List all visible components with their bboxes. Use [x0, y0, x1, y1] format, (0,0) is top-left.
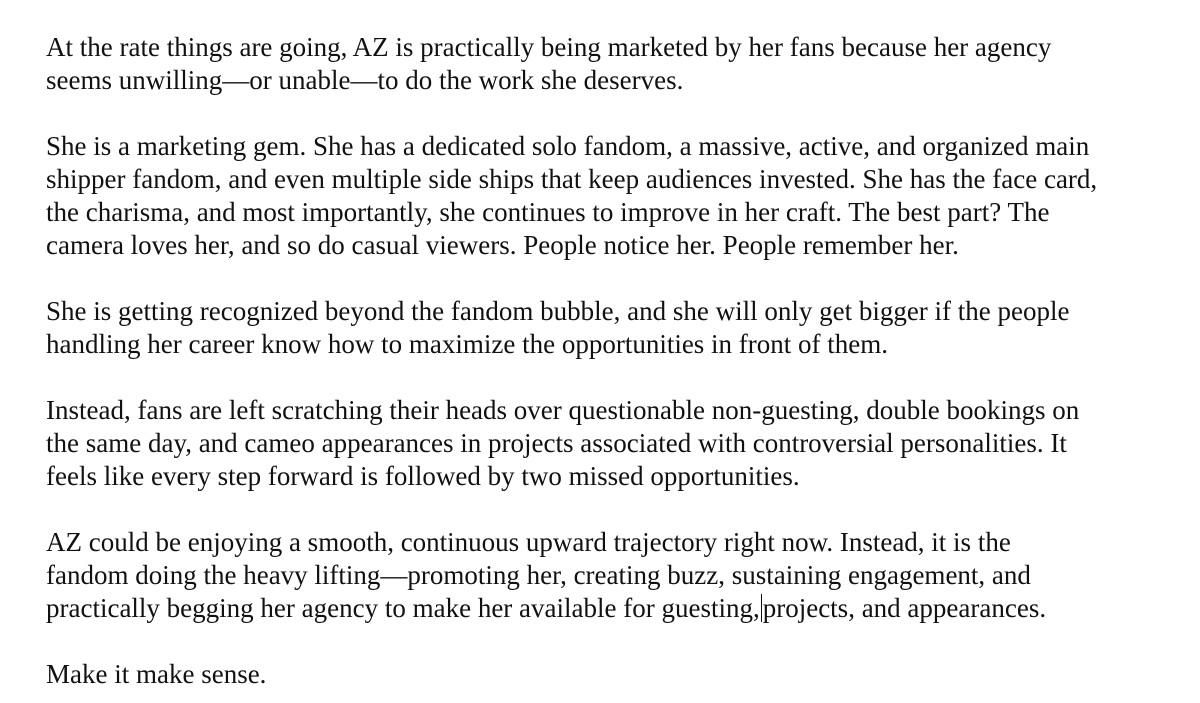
paragraph-5 [46, 526, 1176, 625]
paragraph-5-text-after-caret: projects, and appearances. [762, 593, 1047, 623]
paragraph-2: She is a marketing gem. She has a dedicated solo fandom, a massive, active, and organized main shipper fandom, and even multiple side ships that keep audiences invested. She has the face card, the charisma, and most importantly, she continues to improve in her craft. The best part? The camera loves her, and so do casual viewers. People notice her. People remember her. [46, 131, 1098, 260]
document-body[interactable] [46, 31, 1176, 691]
paragraph-3: She is getting recognized beyond the fandom bubble, and she will only get bigger if the people handling her career know how to maximize the opportunities in front of them. [46, 296, 1070, 359]
paragraph-1: At the rate things are going, AZ is practically being marketed by her fans because her agency seems unwilling—or unable—to do the work she deserves. [46, 32, 1052, 95]
closing-line: Make it make sense. [46, 659, 267, 689]
text-cursor [761, 594, 762, 622]
paragraph-4: Instead, fans are left scratching their heads over questionable non-guesting, double bookings on the same day, and cameo appearances in projects associated with controversial personalities. It feels like every step forward is followed by two missed opportunities. [46, 395, 1080, 491]
paragraph-5-text-before-caret: AZ could be enjoying a smooth, continuous upward trajectory right now. Instead, it is the fandom doing the heavy lifting—promoting her, creating buzz, sustaining engagement, and practically begging her agency to make her available for guesting, [46, 527, 1031, 623]
